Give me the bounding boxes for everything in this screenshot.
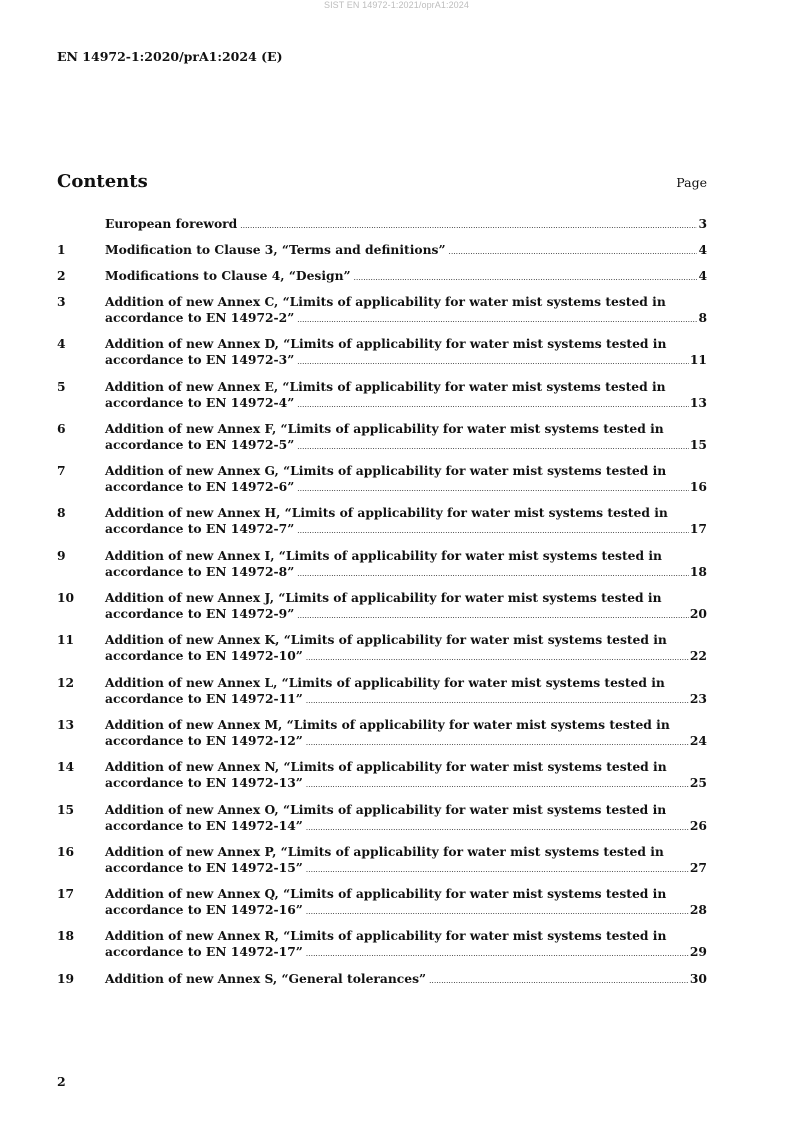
toc-entry[interactable] [57,242,707,268]
dot-leader [306,691,689,709]
toc-entry-page: 15 [689,436,707,452]
toc-entry-page: 30 [689,970,707,986]
toc-entry-title: Addition of new Annex P, “Limits of applicability for water mist systems tested in [105,843,664,859]
dot-leader [449,242,698,260]
toc-entry-line [105,336,707,352]
toc-entry-body [105,548,707,582]
toc-entry[interactable] [57,336,707,378]
contents-title: Contents [57,171,148,192]
toc-entry-page: 8 [698,310,707,325]
toc-entry-number: 3 [57,294,66,309]
dot-leader [306,648,689,666]
toc-entry-line [105,886,707,902]
toc-entry-title: Modification to Clause 3, “Terms and definitions” [105,242,446,257]
toc-entry-body [105,379,707,413]
toc-entry-title: Addition of new Annex D, “Limits of applicability for water mist systems tested in [105,336,667,352]
toc-entry-body [105,759,707,793]
toc-entry-body [105,294,707,328]
toc-entry-title: accordance to EN 14972-13” [105,775,303,791]
page-column-label: Page [676,175,707,190]
toc-entry-line [105,379,707,395]
toc-entry-title: Addition of new Annex J, “Limits of applicability for water mist systems tested in [105,590,662,606]
toc-entry-number: 16 [57,843,75,859]
toc-entry-number: 13 [57,716,75,732]
contents-header [57,171,707,192]
document-id: EN 14972-1:2020/prA1:2024 (E) [57,49,283,64]
toc-entry-title: accordance to EN 14972-11” [105,690,303,706]
toc-entry[interactable] [57,379,707,421]
toc-entry-title: Addition of new Annex C, “Limits of applicability for water mist systems tested in [105,294,666,309]
dot-leader [297,310,697,328]
toc-entry-body [105,463,707,497]
toc-entry-title: Addition of new Annex G, “Limits of applicability for water mist systems tested in [105,463,667,479]
toc-entry-line [105,632,707,648]
toc-entry[interactable] [57,590,707,632]
toc-entry-number: 1 [57,242,66,257]
toc-entry-title: accordance to EN 14972-14” [105,817,303,833]
toc-entry-body [105,971,707,989]
toc-entry-line [105,521,707,539]
toc-entry[interactable] [57,294,707,336]
dot-leader [306,733,689,751]
toc-entry-body [105,675,707,709]
dot-leader [297,395,689,413]
toc-entry-line [105,775,707,793]
toc-entry-line [105,437,707,455]
toc-entry-line [105,463,707,479]
toc-entry-line [105,733,707,751]
toc-entry-body [105,717,707,751]
toc-entry-number: 12 [57,674,75,690]
watermark-text: SIST EN 14972-1:2021/oprA1:2024 [323,0,470,10]
toc-entry-title: accordance to EN 14972-10” [105,648,303,664]
toc-entry-number: 18 [57,928,75,944]
toc-entry-title: Addition of new Annex E, “Limits of applicability for water mist systems tested in [105,378,666,394]
toc-entry-title: Addition of new Annex Q, “Limits of applicability for water mist systems tested in [105,886,667,902]
toc-entry-line [105,479,707,497]
toc-entry-body [105,505,707,539]
toc-entry[interactable] [57,886,707,928]
toc-entry-title: accordance to EN 14972-2” [105,310,295,325]
toc-entry-line [105,944,707,962]
toc-entry-title: Addition of new Annex S, “General tolerances” [105,970,427,986]
dot-leader [240,216,697,234]
toc-entry-body [105,268,707,286]
toc-entry-number: 5 [57,378,66,394]
toc-entry-body [105,421,707,455]
toc-entry-line [105,818,707,836]
toc-entry-number: 19 [57,970,75,986]
toc-entry-number: 9 [57,547,66,563]
toc-entry[interactable] [57,463,707,505]
toc-entry[interactable] [57,802,707,844]
toc-entry-title: accordance to EN 14972-4” [105,394,295,410]
toc-entry-number: 6 [57,420,66,436]
table-of-contents [57,216,707,997]
toc-entry-line [105,395,707,413]
dot-leader [429,971,689,989]
toc-entry-line [105,675,707,691]
toc-entry-page: 11 [689,352,707,368]
toc-entry-line [105,928,707,944]
toc-entry-line [105,971,707,989]
toc-entry-line [105,268,707,286]
toc-entry-title: Modifications to Clause 4, “Design” [105,268,351,283]
dot-leader [306,860,689,878]
toc-entry-title: Addition of new Annex F, “Limits of applicability for water mist systems tested in [105,420,664,436]
toc-entry-page: 25 [689,775,707,791]
toc-entry-line [105,242,707,260]
toc-entry-number: 17 [57,886,75,902]
toc-entry-title: accordance to EN 14972-7” [105,521,295,537]
dot-leader [306,902,689,920]
toc-entry[interactable] [57,505,707,547]
toc-entry[interactable] [57,759,707,801]
toc-entry-title: Addition of new Annex N, “Limits of applicability for water mist systems tested in [105,759,667,775]
toc-entry-page: 17 [689,521,707,537]
toc-entry-number: 7 [57,463,66,479]
dot-leader [354,268,698,286]
toc-entry-line [105,352,707,370]
toc-entry[interactable] [57,548,707,590]
toc-entry-number: 15 [57,801,75,817]
toc-entry[interactable] [57,268,707,294]
toc-entry-title: accordance to EN 14972-9” [105,606,295,622]
toc-entry-page: 13 [689,394,707,410]
toc-entry-line [105,902,707,920]
toc-entry-page: 26 [689,817,707,833]
toc-entry-body [105,802,707,836]
toc-entry-page: 28 [689,902,707,918]
toc-entry-page: 24 [689,732,707,748]
toc-entry-line [105,294,707,310]
toc-entry-title: Addition of new Annex O, “Limits of applicability for water mist systems tested in [105,801,667,817]
toc-entry-line [105,564,707,582]
toc-entry-title: accordance to EN 14972-15” [105,859,303,875]
toc-entry-page: 4 [698,242,707,257]
toc-entry-body [105,632,707,666]
toc-entry-title: accordance to EN 14972-8” [105,563,295,579]
toc-entry[interactable] [57,928,707,970]
dot-leader [306,818,689,836]
toc-entry-page: 27 [689,859,707,875]
toc-entry-line [105,548,707,564]
toc-entry-title: Addition of new Annex M, “Limits of applicability for water mist systems tested in [105,716,670,732]
toc-entry-page: 23 [689,690,707,706]
toc-entry-number: 10 [57,590,75,606]
toc-entry-body [105,590,707,624]
toc-entry-title: accordance to EN 14972-3” [105,352,295,368]
toc-entry-number: 14 [57,759,75,775]
toc-entry-line [105,860,707,878]
toc-entry-number: 11 [57,632,75,648]
toc-entry-line [105,421,707,437]
dot-leader [297,479,689,497]
toc-entry-body [105,336,707,370]
toc-entry-line [105,691,707,709]
toc-entry-body [105,216,707,234]
toc-entry-line [105,216,707,234]
toc-entry[interactable] [57,717,707,759]
toc-entry-title: European foreword [105,216,238,231]
toc-entry[interactable] [57,971,707,997]
toc-entry-title: Addition of new Annex K, “Limits of applicability for water mist systems tested in [105,632,667,648]
toc-entry-title: Addition of new Annex R, “Limits of applicability for water mist systems tested in [105,928,667,944]
toc-entry-title: accordance to EN 14972-16” [105,902,303,918]
dot-leader [297,352,689,370]
toc-entry-page: 4 [698,268,707,283]
toc-entry-number: 4 [57,336,66,352]
toc-entry-line [105,310,707,328]
toc-entry-line [105,648,707,666]
toc-entry-title: accordance to EN 14972-12” [105,732,303,748]
dot-leader [297,564,689,582]
toc-entry-body [105,928,707,962]
toc-entry-page: 3 [698,216,707,231]
toc-entry-line [105,717,707,733]
toc-entry-title: Addition of new Annex H, “Limits of applicability for water mist systems tested in [105,505,668,521]
toc-entry-title: Addition of new Annex I, “Limits of applicability for water mist systems tested in [105,547,662,563]
toc-entry-line [105,606,707,624]
toc-entry-title: Addition of new Annex L, “Limits of applicability for water mist systems tested in [105,674,665,690]
toc-entry-number: 2 [57,268,66,283]
toc-entry-number: 8 [57,505,66,521]
toc-entry-line [105,802,707,818]
page-number: 2 [57,1074,66,1089]
toc-entry-line [105,505,707,521]
toc-entry-line [105,590,707,606]
toc-entry[interactable] [57,216,707,242]
toc-entry-title: accordance to EN 14972-5” [105,436,295,452]
toc-entry-page: 16 [689,479,707,495]
dot-leader [297,606,689,624]
toc-entry-line [105,759,707,775]
toc-entry-line [105,844,707,860]
dot-leader [306,944,689,962]
toc-entry-title: accordance to EN 14972-17” [105,944,303,960]
toc-entry-body [105,886,707,920]
toc-entry-page: 22 [689,648,707,664]
toc-entry[interactable] [57,675,707,717]
toc-entry-page: 29 [689,944,707,960]
toc-entry-body [105,844,707,878]
toc-entry[interactable] [57,421,707,463]
dot-leader [297,521,689,539]
toc-entry[interactable] [57,844,707,886]
toc-entry-title: accordance to EN 14972-6” [105,479,295,495]
toc-entry-page: 20 [689,606,707,622]
toc-entry[interactable] [57,632,707,674]
dot-leader [297,437,689,455]
toc-entry-body [105,242,707,260]
toc-entry-page: 18 [689,563,707,579]
dot-leader [306,775,689,793]
